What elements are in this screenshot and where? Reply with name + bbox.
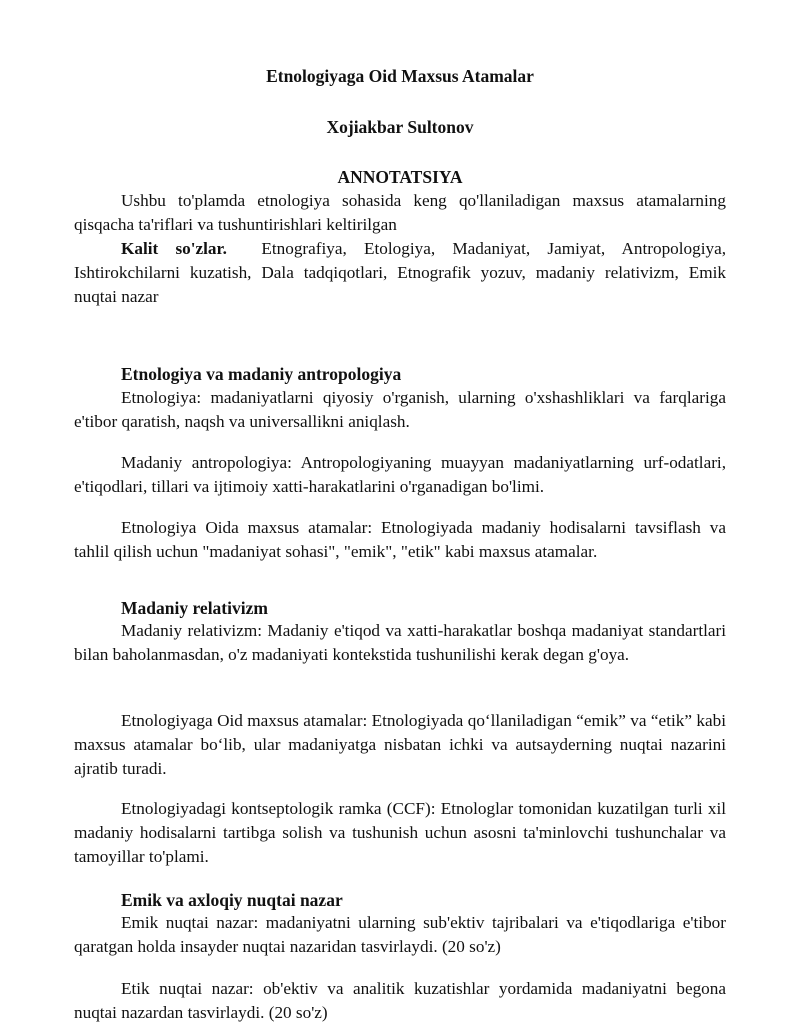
paragraph: Madaniy antropologiya: Antropologiyaning muayyan madaniyatlarning urf-odatlari, e'tiqodlari, tillari va ijtimoiy xatti-harakatlarini o'rganadigan bo'limi. — [74, 453, 726, 496]
paragraph: Emik nuqtai nazar: madaniyatni ularning sub'ektiv tajribalari va e'tiqodlariga e'tibor qaratgan holda insayder nuqtai nazaridan tasvirlaydi. (20 so'z) — [74, 913, 726, 956]
paragraph: Etnologiya Oida maxsus atamalar: Etnologiyada madaniy hodisalarni tavsiflash va tahlil qilish uchun "madaniyat sohasi", "emik", "etik" kabi maxsus atamalar. — [74, 518, 726, 561]
section-heading: Emik va axloqiy nuqtai nazar — [121, 890, 343, 910]
paragraph: Etnologiyadagi kontseptologik ramka (CCF): Etnologlar tomonidan kuzatilgan turli xil madaniy hodisalarni tartibga solish va tushunish uchun asosni ta'minlovchi tushunchalar va tamoyillar to'plami. — [74, 799, 726, 866]
keywords-label: Kalit so'zlar. — [121, 239, 227, 258]
paragraph: Etik nuqtai nazar: ob'ektiv va analitik kuzatishlar yordamida madaniyatni begona nuqtai nazardan tasvirlaydi. (20 so'z) — [74, 979, 726, 1022]
keywords-text: Etnografiya, Etologiya, Madaniyat, Jamiyat, Antropologiya, Ishtirokchilarni kuzatish, Dala tadqiqotlari, Etnografik yozuv, madaniy relativizm, Emik nuqtai nazar — [74, 239, 727, 306]
section-heading: Madaniy relativizm — [121, 598, 268, 618]
abstract-paragraph: Ushbu to'plamda etnologiya sohasida keng qo'llaniladigan maxsus atamalarning qisqacha ta'riflari va tushuntirishlari keltirilgan — [74, 191, 726, 234]
document-title: Etnologiyaga Oid Maxsus Atamalar — [266, 66, 534, 86]
keywords-paragraph — [74, 237, 726, 309]
paragraph: Etnologiya: madaniyatlarni qiyosiy o'rganish, ularning o'xshashliklari va farqlariga e'tibor qaratish, naqsh va universallikni aniqlash. — [74, 388, 726, 431]
paragraph: Etnologiyaga Oid maxsus atamalar: Etnologiyada qo‘llaniladigan “emik” va “etik” kabi maxsus atamalar bo‘lib, ular madaniyatga nisbatan ichki va autsayderning nuqtai nazarini ajratib turadi. — [74, 711, 726, 778]
author-name: Xojiakbar Sultonov — [326, 117, 474, 137]
paragraph: Madaniy relativizm: Madaniy e'tiqod va xatti-harakatlar boshqa madaniyat standartlari bilan baholanmasdan, o'z madaniyati kontekstida tushunilishi kerak degan g'oya. — [74, 621, 726, 664]
abstract-heading: ANNOTATSIYA — [337, 167, 463, 187]
section-heading: Etnologiya va madaniy antropologiya — [121, 364, 402, 384]
